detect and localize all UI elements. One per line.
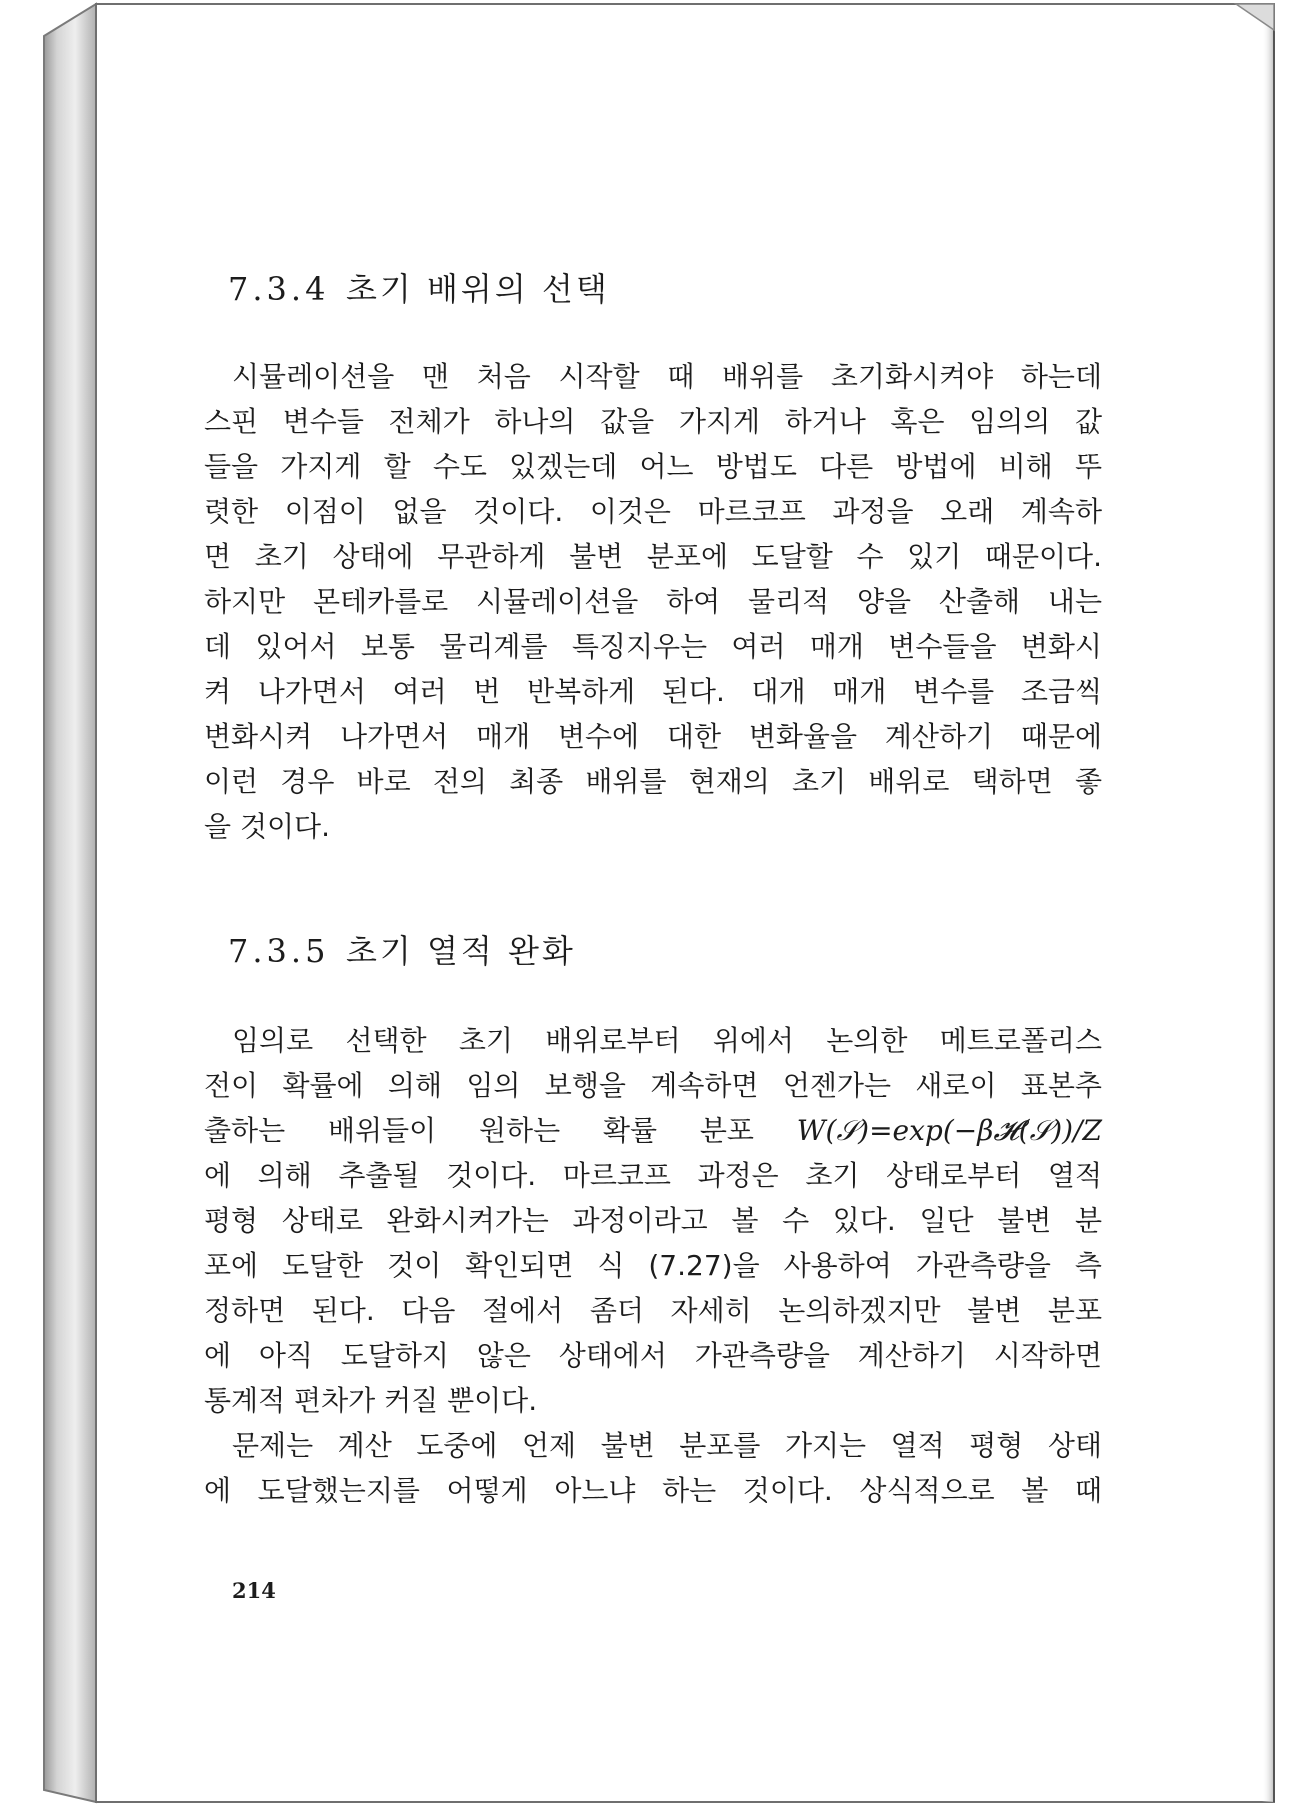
- page-content: [96, 0, 1278, 1806]
- text-line: 스핀 변수들 전체가 하나의 값을 가지게 하거나 혹은 임의의 값: [204, 405, 1102, 438]
- text-line: 하지만 몬테카를로 시뮬레이션을 하여 물리적 양을 산출해 내는: [204, 585, 1102, 618]
- text-line: 에 의해 추출될 것이다. 마르코프 과정은 초기 상태로부터 열적: [204, 1159, 1102, 1192]
- text-line: 포에 도달한 것이 확인되면 식 (7.27)을 사용하여 가관측량을 측: [204, 1249, 1102, 1282]
- paragraph-equilibrium-question: [204, 1423, 1102, 1513]
- text-line: 을 것이다.: [204, 810, 330, 843]
- page-number: 214: [232, 1578, 276, 1603]
- text-line: 들을 가지게 할 수도 있겠는데 어느 방법도 다른 방법에 비해 뚜: [204, 450, 1102, 483]
- text-line: 켜 나가면서 여러 번 반복하게 된다. 대개 매개 변수를 조금씩: [204, 675, 1102, 708]
- section-number: 7.3.4: [228, 270, 330, 308]
- text-line: 렷한 이점이 없을 것이다. 이것은 마르코프 과정을 오래 계속하: [204, 495, 1102, 528]
- book-spine: [44, 4, 96, 1802]
- text-line: 데 있어서 보통 물리계를 특징지우는 여러 매개 변수들을 변화시: [204, 630, 1102, 663]
- text-line-with-formula: [204, 1108, 1102, 1153]
- text-segment: 출하는 배위들이 원하는 확률 분포: [204, 1114, 754, 1147]
- section-heading-7-3-5: [228, 926, 576, 972]
- text-line: 전이 확률에 의해 임의 보행을 계속하면 언젠가는 새로이 표본추: [204, 1069, 1102, 1102]
- text-line: 에 아직 도달하지 않은 상태에서 가관측량을 계산하기 시작하면: [204, 1339, 1102, 1372]
- text-line: 평형 상태로 완화시켜가는 과정이라고 볼 수 있다. 일단 불변 분: [204, 1204, 1102, 1237]
- text-line: 이런 경우 바로 전의 최종 배위를 현재의 초기 배위로 택하면 좋: [204, 765, 1102, 798]
- text-line: 변화시켜 나가면서 매개 변수에 대한 변화율을 계산하기 때문에: [204, 720, 1102, 753]
- text-line: 에 도달했는지를 어떻게 아느냐 하는 것이다. 상식적으로 볼 때: [204, 1474, 1102, 1507]
- text-line: 정하면 된다. 다음 절에서 좀더 자세히 논의하겠지만 불변 분포: [204, 1294, 1102, 1327]
- paragraph-initial-configuration: [204, 354, 1102, 849]
- text-line: 시뮬레이션을 맨 처음 시작할 때 배위를 초기화시켜야 하는데: [232, 360, 1102, 393]
- text-line: 문제는 계산 도중에 언제 불변 분포를 가지는 열적 평형 상태: [232, 1429, 1102, 1462]
- section-title: 초기 열적 완화: [346, 932, 576, 970]
- text-line: 면 초기 상태에 무관하게 불변 분포에 도달할 수 있기 때문이다.: [204, 540, 1102, 573]
- section-title: 초기 배위의 선택: [346, 270, 610, 308]
- text-line: 임의로 선택한 초기 배위로부터 위에서 논의한 메트로폴리스: [232, 1024, 1102, 1057]
- section-number: 7.3.5: [228, 932, 330, 970]
- paragraph-thermal-relaxation: [204, 1018, 1102, 1423]
- probability-formula: W(𝒮)=exp(−β𝓗(𝒮))/Z: [796, 1114, 1102, 1147]
- section-heading-7-3-4: [228, 264, 610, 310]
- text-line: 통계적 편차가 커질 뿐이다.: [204, 1384, 538, 1417]
